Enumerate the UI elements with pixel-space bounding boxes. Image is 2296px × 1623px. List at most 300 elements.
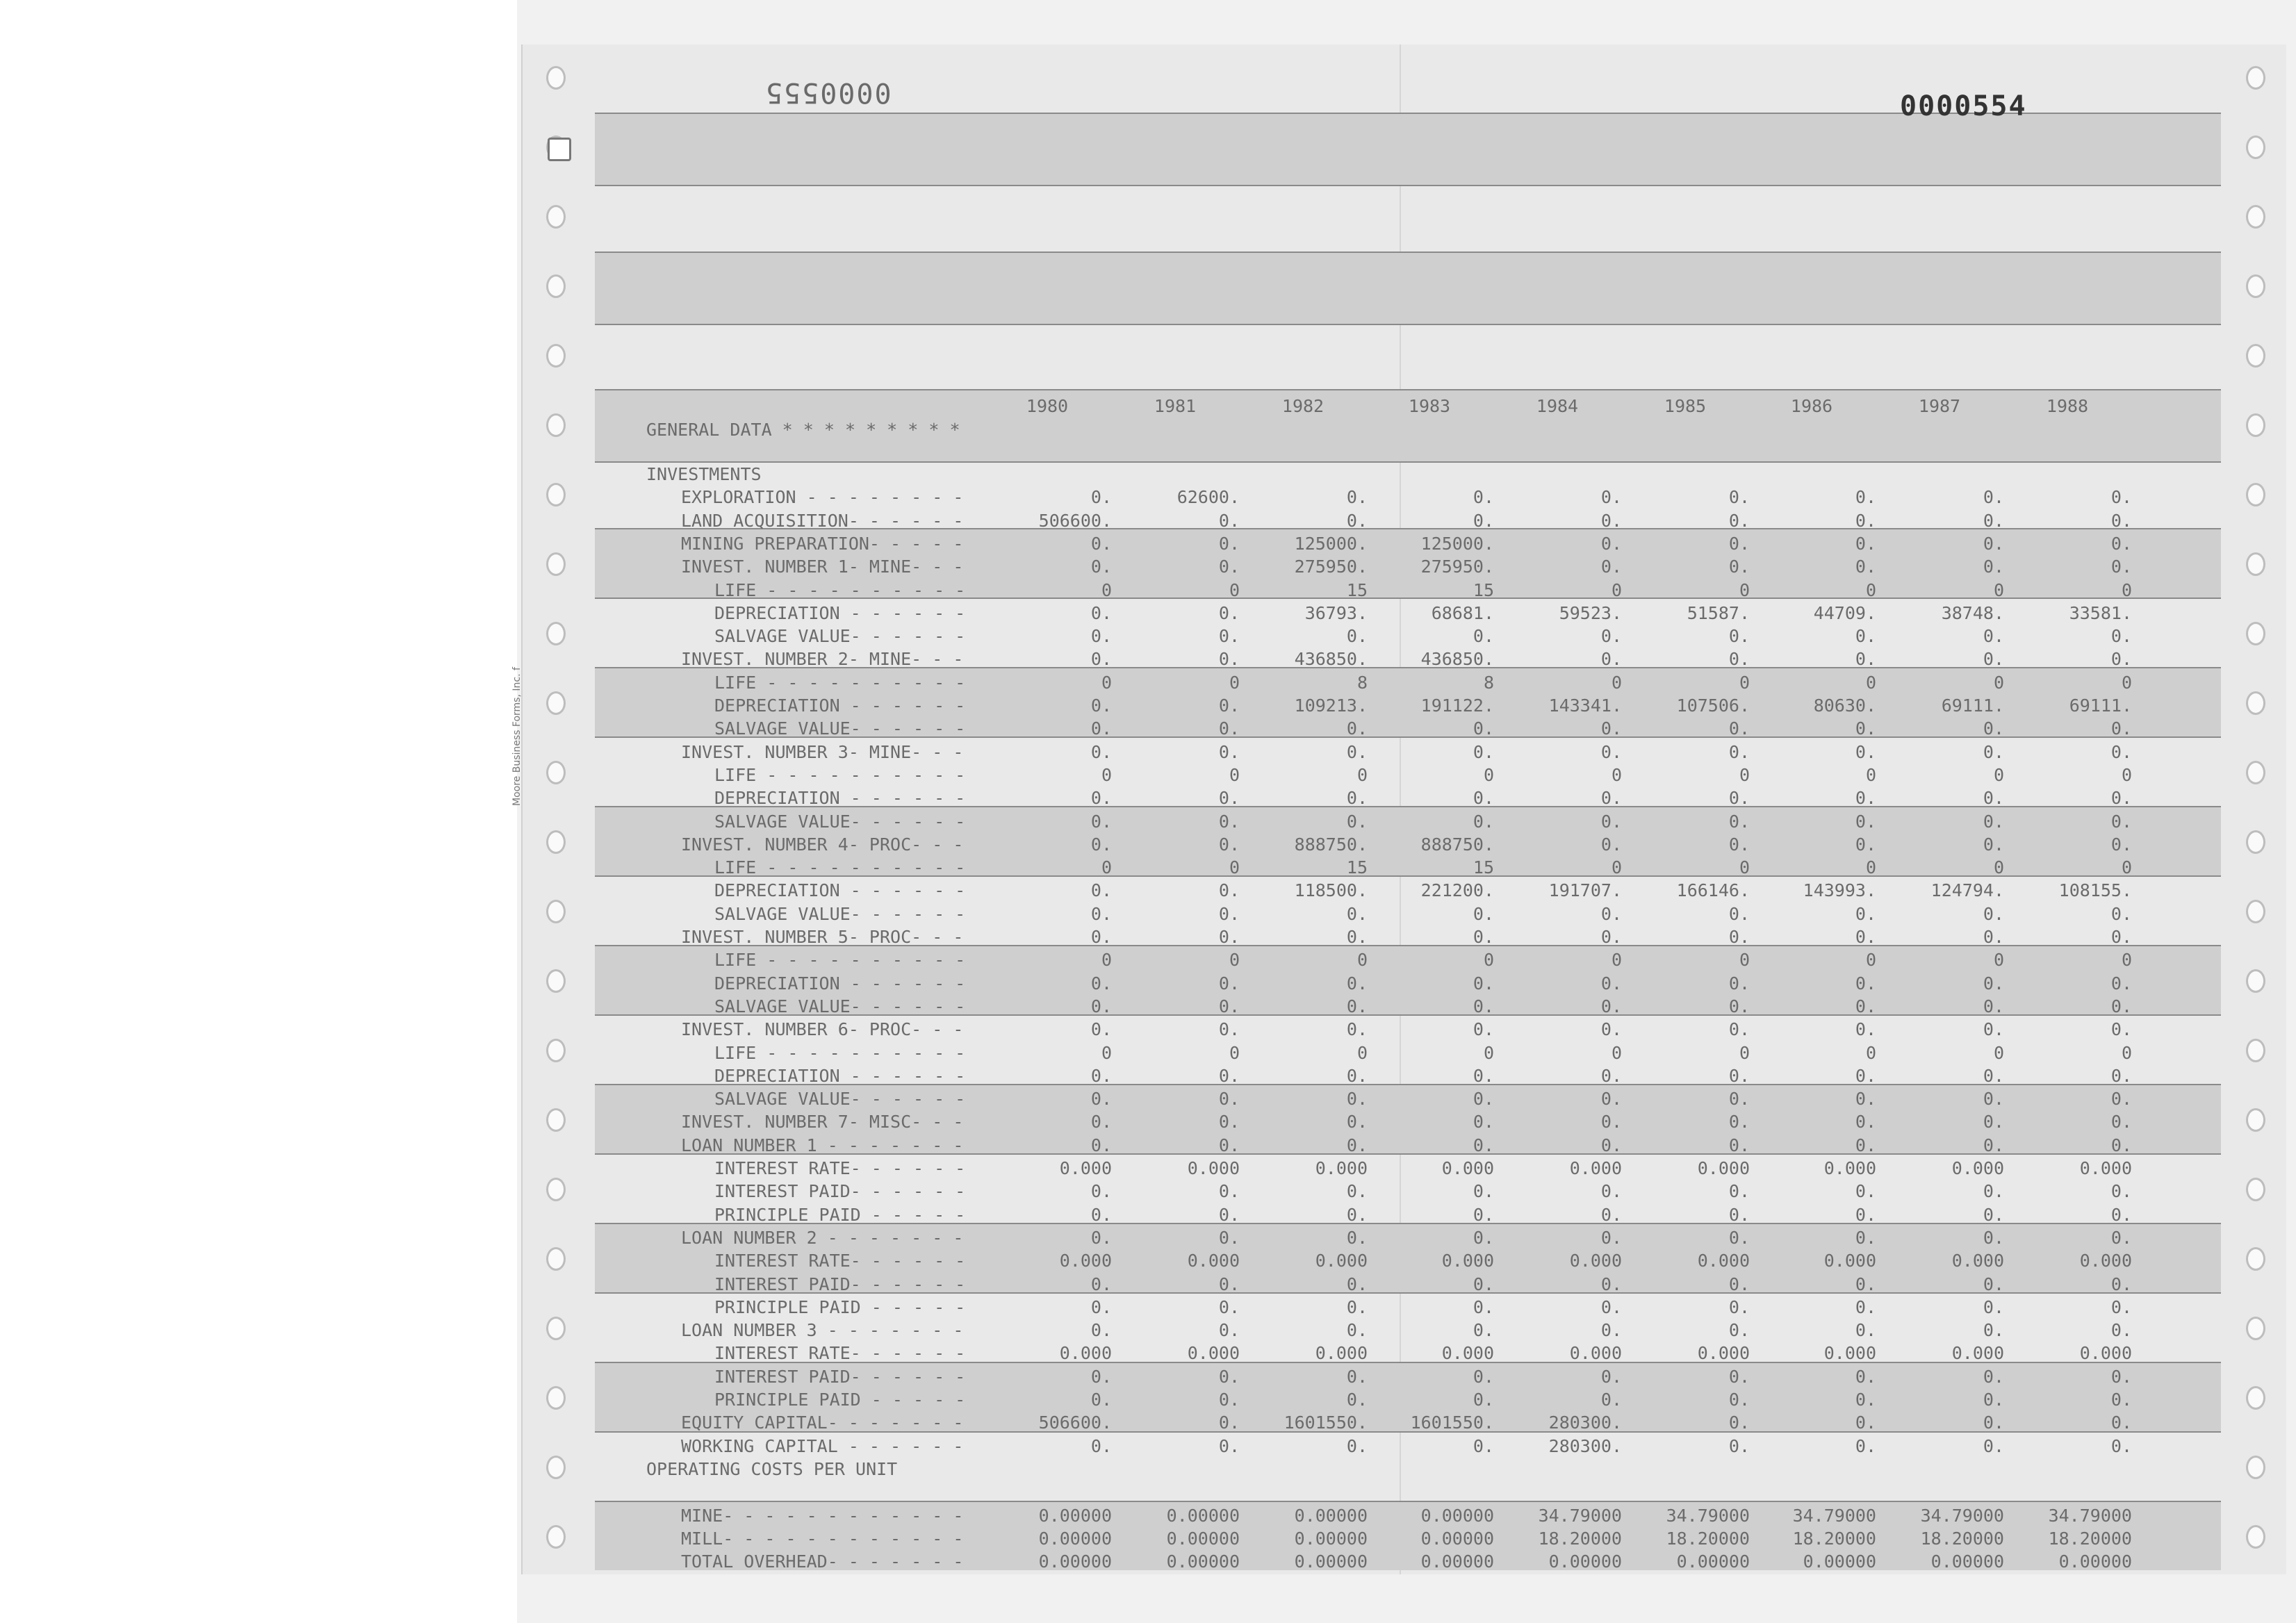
cell-value: 0.: [1855, 1435, 1876, 1456]
tractor-feed-hole: [2246, 622, 2265, 645]
cell-value: 0.: [1983, 1227, 2004, 1248]
cell-value: 0.000: [1697, 1251, 1750, 1271]
cell-value: 0.: [1600, 649, 1622, 670]
cell-value: 0.: [1855, 718, 1876, 739]
cell-value: 0.: [1983, 996, 2004, 1016]
cell-value: 0.: [2110, 1227, 2132, 1248]
cell-value: 0.: [1346, 718, 1368, 739]
cell-value: 0.: [1600, 1065, 1622, 1086]
tractor-feed-hole: [546, 1386, 566, 1410]
cell-value: 0.: [1855, 1112, 1876, 1132]
cell-value: 44709.: [1813, 602, 1876, 623]
cell-value: 0: [2121, 764, 2132, 785]
tractor-feed-hole: [2246, 900, 2265, 923]
tractor-feed-hole: [2246, 761, 2265, 784]
tractor-feed-hole: [2246, 1317, 2265, 1340]
cell-value: 0.: [1983, 1181, 2004, 1202]
cell-value: 0.: [1473, 973, 1494, 994]
cell-value: 0.: [1600, 903, 1622, 924]
cell-value: 0.: [1855, 1089, 1876, 1110]
cell-value: 0: [1611, 579, 1622, 600]
cell-value: 0.: [1346, 1089, 1368, 1110]
cell-value: 0.: [1473, 1135, 1494, 1155]
cell-value: 0.: [1728, 1390, 1750, 1410]
cell-value: 0.: [1473, 811, 1494, 832]
cell-value: 0.: [1346, 1181, 1368, 1202]
cell-value: 0.: [1218, 811, 1240, 832]
cell-value: 0: [1739, 950, 1750, 971]
row-label: DEPRECIATION - - - - - -: [714, 788, 966, 809]
serial-number-right: 0000554: [1900, 90, 2027, 122]
cell-value: 0: [1483, 764, 1494, 785]
cell-value: 0.: [1600, 811, 1622, 832]
cell-value: 0.: [1090, 1181, 1112, 1202]
cell-value: 124794.: [1930, 880, 2004, 901]
cell-value: 0.000: [1187, 1158, 1240, 1178]
checkbox-icon: [548, 138, 571, 161]
row-label: SALVAGE VALUE- - - - - -: [714, 811, 966, 832]
cell-value: 0.: [1983, 741, 2004, 762]
cell-value: 125000.: [1294, 533, 1368, 554]
cell-value: 0.: [2110, 1181, 2132, 1202]
tractor-feed-hole: [2246, 1108, 2265, 1132]
cell-value: 0.: [1855, 1135, 1876, 1155]
cell-value: 0.: [1983, 973, 2004, 994]
cell-value: 68681.: [1431, 602, 1494, 623]
tractor-feed-hole: [546, 483, 566, 506]
cell-value: 0: [1865, 1042, 1876, 1063]
cell-value: 0.: [1218, 973, 1240, 994]
row-label: LAND ACQUISITION- - - - - -: [681, 510, 964, 531]
band-rule: [595, 461, 2221, 463]
cell-value: 0: [1739, 764, 1750, 785]
cell-value: 0.: [1090, 487, 1112, 508]
cell-value: 0.: [1728, 1019, 1750, 1040]
row-label: SALVAGE VALUE- - - - - -: [714, 718, 966, 739]
tractor-feed-hole: [546, 969, 566, 993]
tractor-feed-hole: [2246, 1247, 2265, 1271]
cell-value: 0: [1993, 1042, 2004, 1063]
cell-value: 0.: [1983, 533, 2004, 554]
cell-value: 0.: [1983, 1435, 2004, 1456]
cell-value: 15: [1473, 579, 1494, 600]
year-header: 1988: [2046, 396, 2089, 416]
cell-value: 0.: [1346, 927, 1368, 947]
cell-value: 0.: [1728, 1112, 1750, 1132]
cell-value: 0.: [1728, 1274, 1750, 1294]
cell-value: 888750.: [1420, 834, 1494, 855]
tractor-feed-hole: [2246, 552, 2265, 576]
cell-value: 0.: [1600, 996, 1622, 1016]
cell-value: 0.: [1473, 1089, 1494, 1110]
cell-value: 0.: [1728, 811, 1750, 832]
cell-value: 0.: [1728, 1435, 1750, 1456]
cell-value: 0.000: [2079, 1158, 2132, 1178]
cell-value: 8: [1483, 672, 1494, 693]
cell-value: 0.000: [1441, 1158, 1494, 1178]
cell-value: 0.000: [2079, 1251, 2132, 1271]
side-imprint: Moore Business Forms, Inc. f: [511, 667, 523, 806]
cell-value: 0.: [2110, 1320, 2132, 1341]
cell-value: 0.: [1600, 1181, 1622, 1202]
cell-value: 0: [1483, 1042, 1494, 1063]
cell-value: 0.00000: [1420, 1551, 1494, 1572]
cell-value: 0.00000: [1166, 1528, 1240, 1549]
cell-value: 1601550.: [1284, 1412, 1368, 1433]
cell-value: 0.000: [1315, 1251, 1368, 1271]
tractor-feed-hole: [546, 622, 566, 645]
cell-value: 0.: [1983, 1135, 2004, 1155]
band-rule: [595, 389, 2221, 390]
cell-value: 0: [1993, 672, 2004, 693]
cell-value: 0.: [1855, 557, 1876, 577]
cell-value: 191707.: [1548, 880, 1622, 901]
row-label: INTEREST PAID- - - - - -: [714, 1366, 966, 1387]
cell-value: 0.: [1473, 927, 1494, 947]
cell-value: 0.: [1473, 510, 1494, 531]
cell-value: 0.: [1600, 1089, 1622, 1110]
cell-value: 0.: [1090, 602, 1112, 623]
cell-value: 0.: [1473, 996, 1494, 1016]
cell-value: 0.: [1346, 788, 1368, 809]
cell-value: 0.: [1346, 487, 1368, 508]
cell-value: 0.000: [1569, 1158, 1622, 1178]
row-label: SALVAGE VALUE- - - - - -: [714, 903, 966, 924]
cell-value: 0.: [1600, 1227, 1622, 1248]
cell-value: 0.: [1090, 927, 1112, 947]
cell-value: 0.: [1728, 533, 1750, 554]
cell-value: 0.: [1728, 1296, 1750, 1317]
tractor-feed-hole: [546, 413, 566, 437]
cell-value: 0.000: [1823, 1251, 1876, 1271]
cell-value: 0.: [1218, 1204, 1240, 1225]
cell-value: 0.: [1090, 996, 1112, 1016]
cell-value: 0.000: [1441, 1251, 1494, 1271]
cell-value: 36793.: [1304, 602, 1368, 623]
cell-value: 0.: [1600, 626, 1622, 647]
tractor-feed-hole: [546, 830, 566, 854]
row-label: EXPLORATION - - - - - - - -: [681, 487, 964, 508]
cell-value: 0.: [1728, 1320, 1750, 1341]
row-label: INTEREST PAID- - - - - -: [714, 1274, 966, 1294]
band-rule: [595, 1501, 2221, 1502]
cell-value: 0.000: [1059, 1343, 1112, 1364]
cell-value: 0.: [2110, 788, 2132, 809]
cell-value: 0.: [1090, 1227, 1112, 1248]
tractor-feed-hole: [546, 552, 566, 576]
cell-value: 0.: [2110, 996, 2132, 1016]
tractor-feed-hole: [2246, 413, 2265, 437]
cell-value: 0.: [1855, 626, 1876, 647]
cell-value: 0.: [2110, 1296, 2132, 1317]
cell-value: 0.: [1983, 626, 2004, 647]
row-label: INTEREST PAID- - - - - -: [714, 1181, 966, 1202]
cell-value: 0.: [1600, 718, 1622, 739]
row-label: LIFE - - - - - - - - - -: [714, 857, 966, 878]
cell-value: 0.: [1090, 695, 1112, 716]
row-label: INVEST. NUMBER 7- MISC- - -: [681, 1112, 964, 1132]
cell-value: 0.: [1218, 1181, 1240, 1202]
cell-value: 0.: [1346, 1320, 1368, 1341]
cell-value: 0: [1993, 579, 2004, 600]
cell-value: 0.: [1728, 996, 1750, 1016]
cell-value: 0.: [1218, 1366, 1240, 1387]
cell-value: 0.: [1728, 557, 1750, 577]
cell-value: 0.: [2110, 811, 2132, 832]
cell-value: 69111.: [2069, 695, 2132, 716]
cell-value: 0.: [1090, 1089, 1112, 1110]
cell-value: 125000.: [1420, 533, 1494, 554]
cell-value: 0.: [1855, 1181, 1876, 1202]
cell-value: 0.: [1728, 1204, 1750, 1225]
cell-value: 0.: [1218, 1412, 1240, 1433]
row-label: SALVAGE VALUE- - - - - -: [714, 626, 966, 647]
row-label: DEPRECIATION - - - - - -: [714, 695, 966, 716]
cell-value: 0.: [2110, 741, 2132, 762]
cell-value: 0.000: [1315, 1158, 1368, 1178]
year-header: 1980: [1026, 396, 1069, 416]
cell-value: 0.: [1855, 1065, 1876, 1086]
cell-value: 109213.: [1294, 695, 1368, 716]
cell-value: 0.: [1983, 903, 2004, 924]
cell-value: 0.: [1983, 510, 2004, 531]
cell-value: 38748.: [1941, 602, 2004, 623]
cell-value: 0.: [1090, 1135, 1112, 1155]
cell-value: 0.: [1728, 1135, 1750, 1155]
cell-value: 275950.: [1294, 557, 1368, 577]
row-label: DEPRECIATION - - - - - -: [714, 880, 966, 901]
cell-value: 0.: [1728, 834, 1750, 855]
cell-value: 0.00000: [1803, 1551, 1876, 1572]
cell-value: 0.: [1218, 1390, 1240, 1410]
cell-value: 0.: [2110, 1435, 2132, 1456]
cell-value: 0.000: [1697, 1158, 1750, 1178]
cell-value: 0.000: [1059, 1251, 1112, 1271]
cell-value: 0.: [2110, 510, 2132, 531]
tractor-feed-hole: [546, 274, 566, 298]
row-label: INVESTMENTS: [646, 464, 762, 484]
cell-value: 0.: [1728, 927, 1750, 947]
cell-value: 221200.: [1420, 880, 1494, 901]
row-label: OPERATING COSTS PER UNIT: [646, 1458, 898, 1479]
tractor-feed-hole: [2246, 135, 2265, 159]
cell-value: 0.: [1090, 1274, 1112, 1294]
cell-value: 0.: [1855, 1412, 1876, 1433]
cell-value: 0: [1356, 764, 1368, 785]
cell-value: 0.00000: [1294, 1528, 1368, 1549]
cell-value: 0.: [1090, 1204, 1112, 1225]
cell-value: 0: [1611, 857, 1622, 878]
tractor-feed-hole: [546, 1108, 566, 1132]
cell-value: 0.: [1600, 510, 1622, 531]
cell-value: 0.: [1090, 811, 1112, 832]
cell-value: 0.: [1600, 741, 1622, 762]
cell-value: 0.: [1346, 1204, 1368, 1225]
cell-value: 0.: [1346, 1390, 1368, 1410]
cell-value: 0.: [1346, 1435, 1368, 1456]
cell-value: 0: [1865, 950, 1876, 971]
cell-value: 0.: [1090, 626, 1112, 647]
tractor-feed-hole: [546, 344, 566, 368]
cell-value: 0.: [1090, 1112, 1112, 1132]
cell-value: 0.: [1473, 718, 1494, 739]
cell-value: 0.: [1728, 718, 1750, 739]
cell-value: 0.: [1218, 1435, 1240, 1456]
cell-value: 0.: [1346, 1135, 1368, 1155]
cell-value: 0.: [1090, 1435, 1112, 1456]
tractor-feed-hole: [546, 1247, 566, 1271]
cell-value: 0.: [1473, 1390, 1494, 1410]
cell-value: 436850.: [1294, 649, 1368, 670]
row-label: PRINCIPLE PAID - - - - -: [714, 1296, 966, 1317]
row-label: PRINCIPLE PAID - - - - -: [714, 1204, 966, 1225]
cell-value: 0: [1101, 1042, 1112, 1063]
tractor-feed-hole: [2246, 274, 2265, 298]
cell-value: 0.: [1728, 487, 1750, 508]
cell-value: 0.: [1983, 1296, 2004, 1317]
cell-value: 0: [1739, 857, 1750, 878]
tractor-feed-hole: [546, 66, 566, 90]
cell-value: 0.: [1855, 533, 1876, 554]
cell-value: 0.: [1983, 1320, 2004, 1341]
cell-value: 0: [1993, 857, 2004, 878]
cell-value: 0.000: [1569, 1251, 1622, 1271]
cell-value: 0.: [1600, 533, 1622, 554]
cell-value: 0.: [1473, 626, 1494, 647]
tractor-feed-hole: [2246, 1525, 2265, 1549]
cell-value: 0.: [1218, 649, 1240, 670]
cell-value: 0.: [1983, 1412, 2004, 1433]
cell-value: 0.: [1346, 903, 1368, 924]
cell-value: 0.: [1090, 1366, 1112, 1387]
cell-value: 0.: [1346, 1274, 1368, 1294]
cell-value: 0.: [1473, 1366, 1494, 1387]
cell-value: 0: [1865, 857, 1876, 878]
cell-value: 15: [1473, 857, 1494, 878]
row-label: LOAN NUMBER 2 - - - - - - -: [681, 1227, 964, 1248]
cell-value: 0.: [1855, 903, 1876, 924]
band-rule: [595, 324, 2221, 325]
cell-value: 0.: [1728, 626, 1750, 647]
cell-value: 34.79000: [2048, 1505, 2132, 1526]
cell-value: 0.: [1218, 718, 1240, 739]
cell-value: 0.: [1218, 557, 1240, 577]
cell-value: 0.: [1855, 996, 1876, 1016]
cell-value: 0.00000: [1294, 1505, 1368, 1526]
row-label: LIFE - - - - - - - - - -: [714, 950, 966, 971]
cell-value: 0.: [1090, 718, 1112, 739]
row-label: LOAN NUMBER 3 - - - - - - -: [681, 1320, 964, 1341]
cell-value: 0.: [1983, 1366, 2004, 1387]
cell-value: 0.: [1728, 741, 1750, 762]
row-label: INVEST. NUMBER 6- PROC- - -: [681, 1019, 964, 1040]
cell-value: 0.: [1600, 1204, 1622, 1225]
tractor-feed-hole: [546, 205, 566, 229]
cell-value: 0.: [1983, 1089, 2004, 1110]
cell-value: 0.: [1473, 788, 1494, 809]
row-label: MILL- - - - - - - - - - - -: [681, 1528, 964, 1549]
row-label: INVEST. NUMBER 4- PROC- - -: [681, 834, 964, 855]
cell-value: 0: [1611, 1042, 1622, 1063]
cell-value: 0.: [1728, 1412, 1750, 1433]
tractor-feed-hole: [2246, 344, 2265, 368]
cell-value: 0: [1229, 579, 1240, 600]
cell-value: 0.: [1855, 811, 1876, 832]
cell-value: 0.: [1983, 834, 2004, 855]
cell-value: 0: [1101, 950, 1112, 971]
row-label: SALVAGE VALUE- - - - - -: [714, 1089, 966, 1110]
cell-value: 0: [1229, 672, 1240, 693]
tractor-feed-hole: [2246, 66, 2265, 90]
row-label: PRINCIPLE PAID - - - - -: [714, 1390, 966, 1410]
cell-value: 0.: [1600, 1112, 1622, 1132]
row-label: EQUITY CAPITAL- - - - - - -: [681, 1412, 964, 1433]
cell-value: 0.000: [1315, 1343, 1368, 1364]
cell-value: 0.000: [1569, 1343, 1622, 1364]
tractor-feed-hole: [2246, 969, 2265, 993]
band-rule: [595, 185, 2221, 186]
cell-value: 0: [1229, 1042, 1240, 1063]
row-label: INTEREST RATE- - - - - -: [714, 1251, 966, 1271]
cell-value: 0: [1101, 579, 1112, 600]
cell-value: 1601550.: [1410, 1412, 1494, 1433]
cell-value: 0.: [1855, 741, 1876, 762]
cell-value: 0: [1611, 950, 1622, 971]
cell-value: 0.: [1728, 510, 1750, 531]
tractor-feed-hole: [2246, 483, 2265, 506]
cell-value: 18.20000: [2048, 1528, 2132, 1549]
cell-value: 143341.: [1548, 695, 1622, 716]
cell-value: 0.: [1855, 1227, 1876, 1248]
tractor-feed-hole: [546, 900, 566, 923]
cell-value: 34.79000: [1538, 1505, 1622, 1526]
cell-value: 0.: [2110, 1274, 2132, 1294]
tractor-feed-hole: [546, 691, 566, 715]
tractor-feed-hole: [2246, 205, 2265, 229]
cell-value: 0.: [1218, 533, 1240, 554]
cell-value: 0.: [1855, 973, 1876, 994]
cell-value: 0.000: [1441, 1343, 1494, 1364]
row-label: INVEST. NUMBER 3- MINE- - -: [681, 741, 964, 762]
cell-value: 0.: [1983, 557, 2004, 577]
cell-value: 0.: [1346, 626, 1368, 647]
cell-value: 0.: [1983, 788, 2004, 809]
cell-value: 0.: [1090, 834, 1112, 855]
cell-value: 436850.: [1420, 649, 1494, 670]
cell-value: 0.: [2110, 1412, 2132, 1433]
cell-value: 0.: [2110, 718, 2132, 739]
cell-value: 0.: [1983, 811, 2004, 832]
cell-value: 0: [1865, 764, 1876, 785]
cell-value: 0.: [2110, 533, 2132, 554]
cell-value: 0.: [1728, 649, 1750, 670]
cell-value: 0.: [2110, 1065, 2132, 1086]
cell-value: 0.: [1346, 1296, 1368, 1317]
row-label: DEPRECIATION - - - - - -: [714, 602, 966, 623]
cell-value: 0.000: [1951, 1158, 2004, 1178]
cell-value: 0.: [1473, 1320, 1494, 1341]
cell-value: 0.: [2110, 1135, 2132, 1155]
tractor-feed-hole: [2246, 1386, 2265, 1410]
cell-value: 0.: [1218, 927, 1240, 947]
cell-value: 0: [1611, 764, 1622, 785]
cell-value: 0: [1993, 764, 2004, 785]
cell-value: 0.: [2110, 557, 2132, 577]
cell-value: 0: [1356, 950, 1368, 971]
cell-value: 0.: [1600, 557, 1622, 577]
cell-value: 8: [1356, 672, 1368, 693]
cell-value: 0.: [1600, 487, 1622, 508]
